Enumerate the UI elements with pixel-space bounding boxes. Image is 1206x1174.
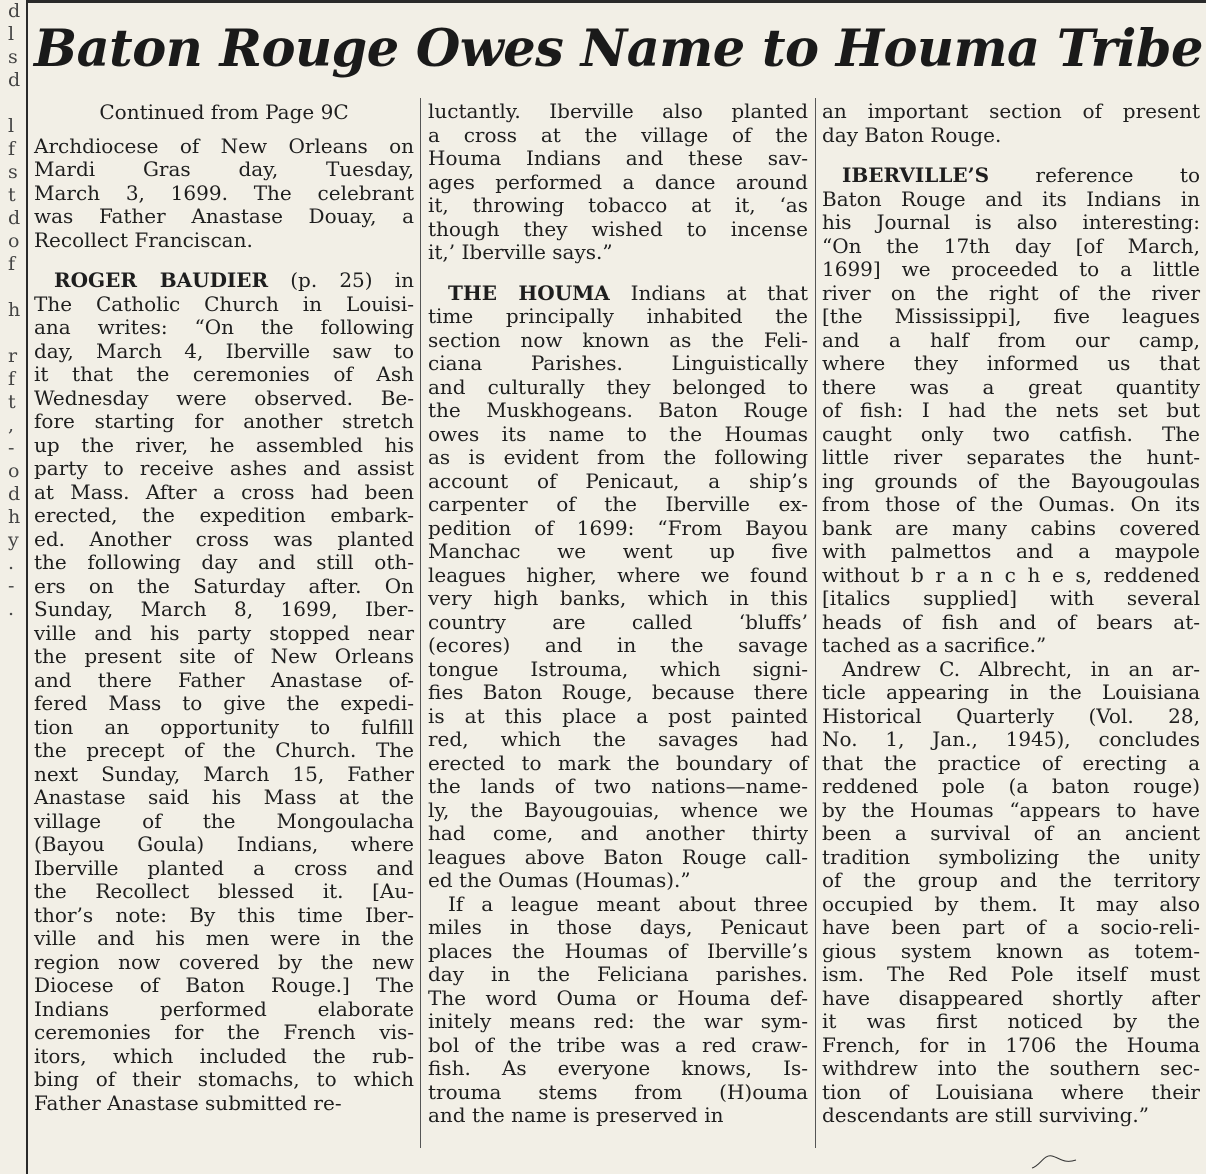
strip-fragment: f xyxy=(8,253,16,275)
column-divider xyxy=(26,0,28,1174)
text-line: ceremonies for the French vis- xyxy=(34,1020,414,1044)
strip-fragment: - xyxy=(8,575,15,597)
strip-fragment: s xyxy=(8,46,18,68)
text-line: withdrew into the southern sec- xyxy=(822,1056,1200,1080)
text-line: ism. The Red Pole itself must xyxy=(822,962,1200,986)
strip-fragment: r xyxy=(8,345,18,367)
text-line: Houma Indians and these sav- xyxy=(428,146,808,170)
text-line: section now known as the Feli- xyxy=(428,327,808,352)
text-line: Manchac we went up five xyxy=(428,539,808,563)
strip-fragment: . xyxy=(8,598,15,620)
text-line: and a half from our camp, xyxy=(822,327,1200,352)
strip-fragment: o xyxy=(8,230,20,252)
strip-fragment: t xyxy=(8,184,16,206)
text-line: there was a great quantity xyxy=(822,374,1200,399)
text-line: next Sunday, March 15, Father xyxy=(34,761,414,786)
text-line: gious system known as totem- xyxy=(822,938,1200,963)
text-line: the following day and still oth- xyxy=(34,550,414,574)
article-column-2 xyxy=(428,100,808,1128)
text-line: Diocese of Baton Rouge.] The xyxy=(34,973,414,997)
text-line: village of the Mongoulacha xyxy=(34,808,414,833)
strip-fragment: t xyxy=(8,391,16,413)
text-line: Baton Rouge and its Indians in xyxy=(822,186,1200,211)
text-line: luctantly. Iberville also planted xyxy=(428,99,808,123)
text-line: March 3, 1699. The celebrant xyxy=(34,180,414,205)
headline: Baton Rouge Owes Name to Houma Tribe xyxy=(34,19,1203,79)
text-span: (p. 25) in xyxy=(268,268,414,292)
text-line: French, for in 1706 the Houma xyxy=(822,1032,1200,1057)
strip-fragment: s xyxy=(8,161,18,183)
top-rule xyxy=(28,0,1206,3)
text-line: it that the ceremonies of Ash xyxy=(34,362,414,386)
text-span: Indians at that xyxy=(609,280,808,305)
text-line: “On the 17th day [of March, xyxy=(822,233,1200,258)
text-line: tongue Istrouma, which signi- xyxy=(428,656,808,681)
text-line: an important section of present xyxy=(822,99,1200,123)
text-line: ville and his party stopped near xyxy=(34,620,414,645)
text-line: The word Ouma or Houma def- xyxy=(428,985,808,1010)
text-line: time principally inhabited the xyxy=(428,304,808,328)
text-line: a cross at the village of the xyxy=(428,122,808,147)
text-line: is at this place a post painted xyxy=(428,703,808,728)
strip-fragment: d xyxy=(8,0,21,22)
text-line: trouma stems from (H)ouma xyxy=(428,1079,808,1104)
text-line: Archdiocese of New Orleans on xyxy=(34,133,414,158)
text-line: If a league meant about three xyxy=(448,891,808,916)
text-line: fered Mass to give the expedi- xyxy=(34,691,414,715)
paragraph-kicker: THE HOUMA xyxy=(448,280,610,305)
strip-fragment xyxy=(0,92,26,115)
text-line: as is evident from the following xyxy=(428,445,808,469)
text-line: country are called ‘bluffs’ xyxy=(428,609,808,634)
text-line: it,’ Iberville says.” xyxy=(428,240,613,264)
text-line: ana writes: “On the following xyxy=(34,315,414,339)
text-line: bank are many cabins covered xyxy=(822,515,1200,540)
text-line: pedition of 1699: “From Bayou xyxy=(428,515,808,540)
text-line: the present site of New Orleans xyxy=(34,644,414,668)
text-line: No. 1, Jan., 1945), concludes xyxy=(822,727,1200,751)
paragraph-gap xyxy=(428,265,808,282)
text-line: carpenter of the Iberville ex- xyxy=(428,492,808,516)
text-line: it was first noticed by the xyxy=(822,1009,1200,1033)
text-line: of the group and the territory xyxy=(822,868,1200,892)
text-line: itors, which included the rub- xyxy=(34,1043,414,1068)
text-line xyxy=(822,164,1200,188)
strip-fragment xyxy=(0,621,26,644)
strip-fragment: d xyxy=(8,483,21,505)
text-line: ages performed a dance around xyxy=(428,169,808,194)
strip-fragment xyxy=(0,276,26,299)
strip-fragment: - xyxy=(8,437,15,459)
text-line: descendants are still surviving.” xyxy=(822,1103,1149,1127)
text-line: leagues higher, where we found xyxy=(428,562,808,587)
text-line: day, March 4, Iberville saw to xyxy=(34,338,414,363)
text-line: though they wished to incense xyxy=(428,216,808,241)
text-line: ville and his men were in the xyxy=(34,926,414,950)
text-line: tion of Louisiana where their xyxy=(822,1079,1200,1104)
text-line: tradition symbolizing the unity xyxy=(822,844,1200,869)
text-line: owes its name to the Houmas xyxy=(428,421,808,446)
text-line: the precept of the Church. The xyxy=(34,738,414,762)
text-line: it, throwing tobacco at it, ‘as xyxy=(428,193,808,217)
text-line: Mardi Gras day, Tuesday, xyxy=(34,157,414,181)
text-line: ers on the Saturday after. On xyxy=(34,573,414,598)
text-line: Indians performed elaborate xyxy=(34,996,414,1021)
text-line: Anastase said his Mass at the xyxy=(34,785,414,809)
text-line: river on the right of the river xyxy=(822,280,1200,305)
text-line xyxy=(428,282,808,306)
text-line: places the Houmas of Iberville’s xyxy=(428,938,808,963)
text-line: with palmettos and a maypole xyxy=(822,539,1200,563)
text-line: tached as a sacrifice.” xyxy=(822,633,1047,657)
text-line: erected to mark the boundary of xyxy=(428,750,808,775)
text-line: by the Houmas “appears to have xyxy=(822,797,1200,822)
strip-fragment: f xyxy=(8,138,16,160)
strip-fragment: h xyxy=(8,299,21,321)
text-line: up the river, he assembled his xyxy=(34,432,414,457)
text-line: The Catholic Church in Louisi- xyxy=(34,291,414,316)
text-line: day Baton Rouge. xyxy=(822,122,1002,147)
text-line: ing grounds of the Bayougoulas xyxy=(822,468,1200,493)
text-line: Recollect Franciscan. xyxy=(34,227,253,252)
text-line: thor’s note: By this time Iber- xyxy=(34,902,414,927)
text-line: have been part of a socio-reli- xyxy=(822,915,1200,939)
text-line: ticle appearing in the Louisiana xyxy=(822,680,1200,704)
text-line: [the Mississippi], five leagues xyxy=(822,304,1200,328)
strip-fragment: o xyxy=(8,460,20,482)
text-line: very high banks, which in this xyxy=(428,586,808,610)
text-line: (ecores) and in the savage xyxy=(428,633,808,657)
text-line: and culturally they belonged to xyxy=(428,374,808,399)
strip-fragment: d xyxy=(8,69,21,91)
text-line: initely means red: the war sym- xyxy=(428,1009,808,1033)
text-line: the Muskhogeans. Baton Rouge xyxy=(428,398,808,422)
text-line: that the practice of erecting a xyxy=(822,750,1200,775)
strip-fragment: f xyxy=(8,368,16,390)
text-span: reference to xyxy=(989,163,1200,187)
text-line: the lands of two nations—name- xyxy=(428,774,808,798)
text-line: have disappeared shortly after xyxy=(822,985,1200,1010)
pencil-mark xyxy=(1030,1140,1080,1170)
text-line: of fish: I had the nets set but xyxy=(822,398,1200,422)
text-line: bing of their stomachs, to which xyxy=(34,1067,414,1091)
text-line: (Bayou Goula) Indians, where xyxy=(34,832,414,856)
text-line: Iberville planted a cross and xyxy=(34,855,414,880)
text-line: had come, and another thirty xyxy=(428,821,808,845)
text-line: tion an opportunity to fulfill xyxy=(34,714,414,739)
text-line: little river separates the hunt- xyxy=(822,445,1200,469)
text-line: leagues above Baton Rouge call- xyxy=(428,844,808,869)
text-line: Andrew C. Albrecht, in an ar- xyxy=(842,656,1200,681)
text-line: [italics supplied] with several xyxy=(822,586,1200,610)
strip-fragment xyxy=(0,322,26,345)
paragraph-gap xyxy=(34,252,414,269)
text-line: ciana Parishes. Linguistically xyxy=(428,351,808,375)
text-line: and there Father Anastase of- xyxy=(34,667,414,692)
paragraph-gap xyxy=(822,147,1200,164)
text-line: miles in those days, Penicaut xyxy=(428,915,808,939)
strip-fragment: l xyxy=(8,115,15,137)
text-line: from those of the Oumas. On its xyxy=(822,492,1200,516)
strip-fragment: d xyxy=(8,207,21,229)
text-line: fish. As everyone knows, Is- xyxy=(428,1056,808,1080)
text-line: ed the Oumas (Houmas).” xyxy=(428,868,691,892)
text-line: red, which the savages had xyxy=(428,727,808,751)
text-line: bol of the tribe was a red craw- xyxy=(428,1032,808,1057)
text-line: reddened pole (a baton rouge) xyxy=(822,774,1200,798)
text-line: where they informed us that xyxy=(822,351,1200,375)
text-line: his Journal is also interesting: xyxy=(822,210,1200,234)
text-line: Father Anastase submitted re- xyxy=(34,1090,342,1115)
text-line: account of Penicaut, a ship’s xyxy=(428,468,808,493)
strip-fragment: h xyxy=(8,506,21,528)
text-line: the Recollect blessed it. [Au- xyxy=(34,879,414,903)
text-line: erected, the expedition embark- xyxy=(34,503,414,527)
text-line: fies Baton Rouge, because there xyxy=(428,680,808,704)
strip-fragment: , xyxy=(8,414,15,436)
text-line: region now covered by the new xyxy=(34,949,414,974)
text-line: and the name is preserved in xyxy=(428,1103,724,1127)
text-line: fore starting for another stretch xyxy=(34,409,414,433)
strip-fragment: . xyxy=(8,552,15,574)
text-line: heads of fish and of bears at- xyxy=(822,609,1200,634)
text-line: Historical Quarterly (Vol. 28, xyxy=(822,703,1200,728)
text-line: Sunday, March 8, 1699, Iber- xyxy=(34,597,414,621)
adjacent-column-fragment xyxy=(0,0,26,1174)
text-line: was Father Anastase Douay, a xyxy=(34,204,414,228)
paragraph-kicker: IBERVILLE’S xyxy=(842,163,990,187)
text-line xyxy=(34,269,414,293)
strip-fragment: l xyxy=(8,23,15,45)
paragraph-kicker: ROGER BAUDIER xyxy=(54,268,269,292)
continuation-line: Continued from Page 9C xyxy=(99,100,349,124)
text-line: caught only two catfish. The xyxy=(822,421,1200,446)
text-line: party to receive ashes and assist xyxy=(34,456,414,480)
text-line: been a survival of an ancient xyxy=(822,821,1200,845)
column-rule-2 xyxy=(815,98,816,1148)
text-line: ly, the Bayougouias, whence we xyxy=(428,797,808,822)
text-line: without b r a n c h e s, reddened xyxy=(822,562,1200,587)
article-column-1 xyxy=(34,100,414,1115)
text-line: occupied by them. It may also xyxy=(822,891,1200,916)
text-line: 1699] we proceeded to a little xyxy=(822,257,1200,281)
article-column-3 xyxy=(822,100,1200,1128)
text-line: Wednesday were observed. Be- xyxy=(34,385,414,410)
text-line: at Mass. After a cross had been xyxy=(34,479,414,504)
text-line: ed. Another cross was planted xyxy=(34,526,414,551)
strip-fragment: y xyxy=(8,529,19,551)
column-rule-1 xyxy=(420,98,421,1148)
text-line: day in the Feliciana parishes. xyxy=(428,962,808,986)
